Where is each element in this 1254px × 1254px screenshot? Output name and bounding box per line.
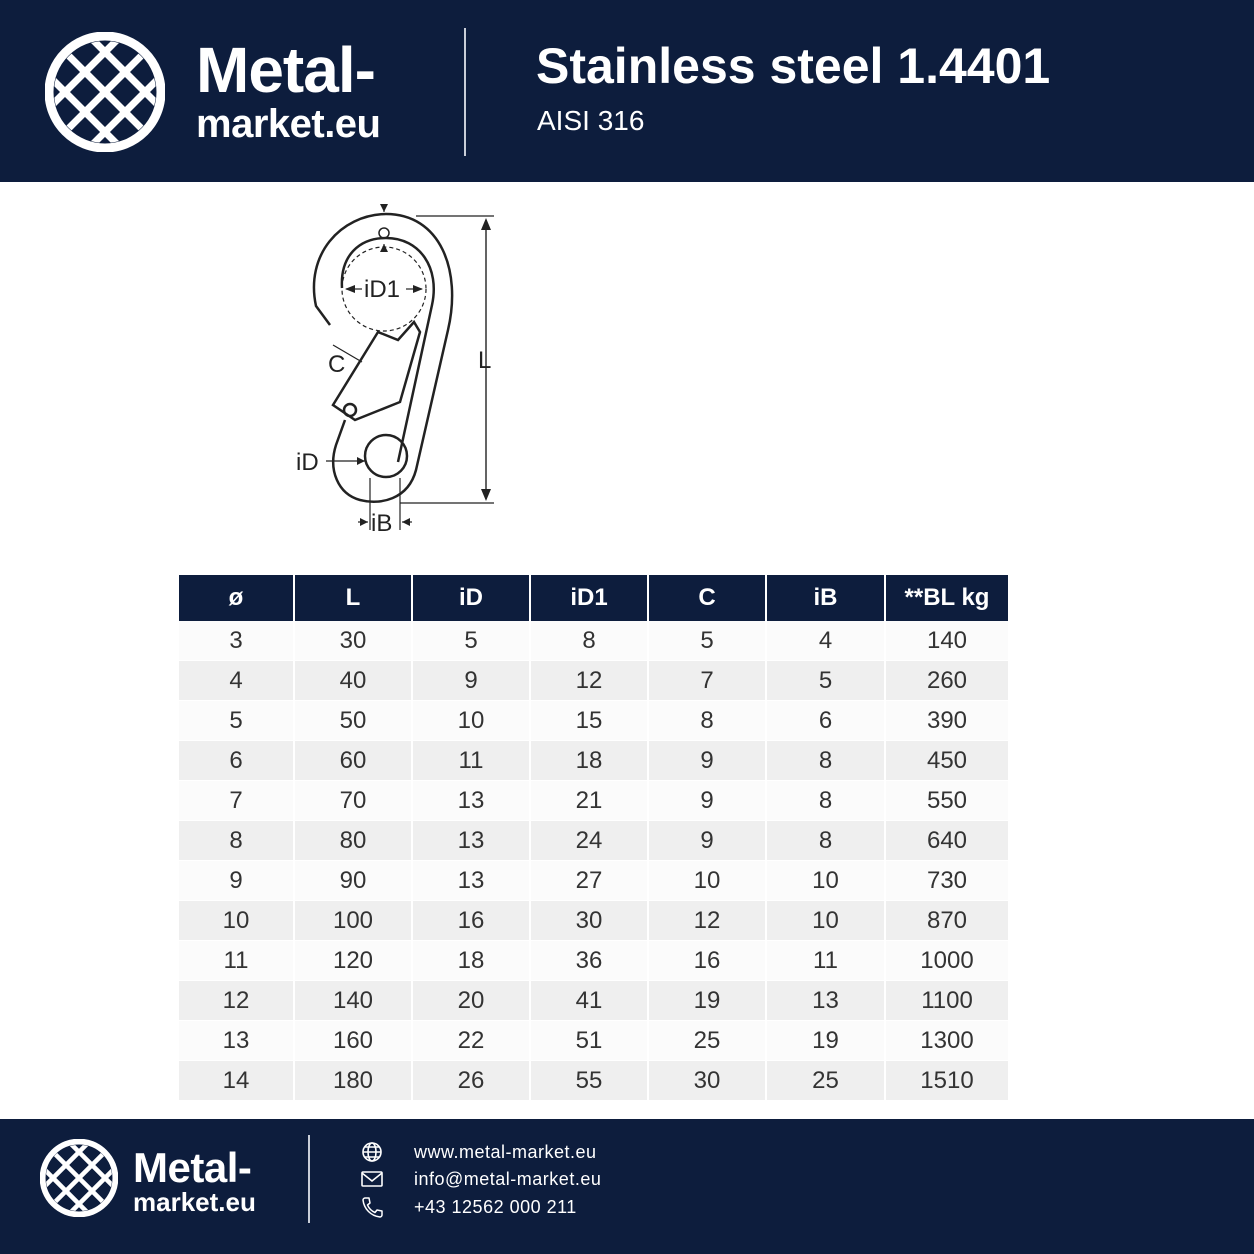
hook-inner-contour bbox=[342, 238, 434, 462]
cell-bl-kg: 260 bbox=[885, 661, 1008, 701]
cell-bl-kg: 1300 bbox=[885, 1021, 1008, 1061]
cell-l: 70 bbox=[294, 781, 412, 821]
cell-l: 120 bbox=[294, 941, 412, 981]
email-link[interactable]: info@metal-market.eu bbox=[414, 1169, 602, 1189]
cell-c: 10 bbox=[648, 861, 766, 901]
cell-bl-kg: 640 bbox=[885, 821, 1008, 861]
footer-brand-line-2: market.eu bbox=[133, 1187, 256, 1217]
cell-diameter: 13 bbox=[179, 1021, 294, 1061]
col-header-id1: iD1 bbox=[530, 575, 648, 621]
cell-ib: 8 bbox=[766, 741, 885, 781]
cell-ib: 11 bbox=[766, 941, 885, 981]
cell-c: 9 bbox=[648, 781, 766, 821]
cell-c: 5 bbox=[648, 621, 766, 661]
cell-c: 9 bbox=[648, 741, 766, 781]
cell-bl-kg: 1510 bbox=[885, 1061, 1008, 1101]
footer-brand-text bbox=[133, 1144, 256, 1217]
cell-bl-kg: 730 bbox=[885, 861, 1008, 901]
cell-id: 20 bbox=[412, 981, 530, 1021]
table-row bbox=[179, 821, 1008, 861]
logo-lattice-icon bbox=[45, 32, 165, 152]
cell-l: 180 bbox=[294, 1061, 412, 1101]
cell-id: 18 bbox=[412, 941, 530, 981]
header-bar bbox=[0, 0, 1254, 182]
cell-id1: 12 bbox=[530, 661, 648, 701]
page-subtitle: AISI 316 bbox=[537, 105, 645, 136]
table-row bbox=[179, 781, 1008, 821]
cell-l: 80 bbox=[294, 821, 412, 861]
table-row bbox=[179, 1061, 1008, 1101]
table-row bbox=[179, 901, 1008, 941]
col-header-c: C bbox=[648, 575, 766, 621]
cell-diameter: 9 bbox=[179, 861, 294, 901]
cell-c: 25 bbox=[648, 1021, 766, 1061]
footer-bar bbox=[0, 1119, 1254, 1254]
brand-line-1: Metal- bbox=[196, 34, 375, 106]
cell-ib: 13 bbox=[766, 981, 885, 1021]
label-l: L bbox=[478, 347, 492, 374]
col-header-id: iD bbox=[412, 575, 530, 621]
contact-website[interactable] bbox=[360, 1141, 597, 1163]
cell-l: 30 bbox=[294, 621, 412, 661]
cell-id: 9 bbox=[412, 661, 530, 701]
cell-bl-kg: 870 bbox=[885, 901, 1008, 941]
cell-c: 9 bbox=[648, 821, 766, 861]
col-header-bl-kg: **BL kg bbox=[885, 575, 1008, 621]
cell-ib: 19 bbox=[766, 1021, 885, 1061]
cell-diameter: 14 bbox=[179, 1061, 294, 1101]
table-row bbox=[179, 981, 1008, 1021]
gate-pin bbox=[344, 404, 356, 416]
footer-brand-line-1: Metal- bbox=[133, 1144, 252, 1191]
cell-diameter: 7 bbox=[179, 781, 294, 821]
globe-icon bbox=[360, 1141, 384, 1163]
label-c: C bbox=[328, 351, 346, 378]
cell-id1: 55 bbox=[530, 1061, 648, 1101]
envelope-icon bbox=[360, 1168, 384, 1190]
cell-c: 30 bbox=[648, 1061, 766, 1101]
cell-diameter: 6 bbox=[179, 741, 294, 781]
snap-hook-drawing bbox=[290, 200, 510, 540]
specification-table bbox=[179, 575, 1008, 1101]
cell-diameter: 10 bbox=[179, 901, 294, 941]
cell-ib: 10 bbox=[766, 901, 885, 941]
cell-diameter: 4 bbox=[179, 661, 294, 701]
table-row bbox=[179, 941, 1008, 981]
cell-bl-kg: 550 bbox=[885, 781, 1008, 821]
cell-id1: 51 bbox=[530, 1021, 648, 1061]
cell-l: 140 bbox=[294, 981, 412, 1021]
page-title: Stainless steel 1.4401 bbox=[536, 38, 1051, 94]
cell-id1: 24 bbox=[530, 821, 648, 861]
table-row bbox=[179, 741, 1008, 781]
eye-hole bbox=[365, 435, 407, 477]
cell-id1: 27 bbox=[530, 861, 648, 901]
header-divider bbox=[464, 28, 466, 156]
brand-logo-text bbox=[196, 34, 381, 146]
cell-id1: 8 bbox=[530, 621, 648, 661]
phone-icon bbox=[360, 1196, 384, 1218]
cell-ib: 6 bbox=[766, 701, 885, 741]
cell-id: 13 bbox=[412, 821, 530, 861]
table-row bbox=[179, 661, 1008, 701]
cell-l: 100 bbox=[294, 901, 412, 941]
cell-id1: 41 bbox=[530, 981, 648, 1021]
cell-ib: 10 bbox=[766, 861, 885, 901]
cell-bl-kg: 1000 bbox=[885, 941, 1008, 981]
col-header-diameter: ø bbox=[179, 575, 294, 621]
cell-id1: 18 bbox=[530, 741, 648, 781]
table-row bbox=[179, 701, 1008, 741]
table-row bbox=[179, 621, 1008, 661]
label-id1: iD1 bbox=[364, 276, 401, 303]
cell-id: 13 bbox=[412, 781, 530, 821]
cell-c: 7 bbox=[648, 661, 766, 701]
cell-ib: 8 bbox=[766, 821, 885, 861]
cell-ib: 5 bbox=[766, 661, 885, 701]
table-body bbox=[179, 621, 1008, 1101]
cell-ib: 25 bbox=[766, 1061, 885, 1101]
cell-id1: 36 bbox=[530, 941, 648, 981]
table-header-row bbox=[179, 575, 1008, 621]
cell-bl-kg: 390 bbox=[885, 701, 1008, 741]
cell-id: 22 bbox=[412, 1021, 530, 1061]
cell-id1: 15 bbox=[530, 701, 648, 741]
cell-id: 5 bbox=[412, 621, 530, 661]
label-id: iD bbox=[296, 449, 319, 476]
label-ib: iB bbox=[371, 510, 393, 537]
cell-diameter: 11 bbox=[179, 941, 294, 981]
cell-l: 50 bbox=[294, 701, 412, 741]
cell-id1: 30 bbox=[530, 901, 648, 941]
table-row bbox=[179, 861, 1008, 901]
cell-l: 40 bbox=[294, 661, 412, 701]
cell-id: 16 bbox=[412, 901, 530, 941]
contact-email[interactable] bbox=[360, 1168, 601, 1190]
footer-divider bbox=[308, 1135, 310, 1223]
cell-l: 160 bbox=[294, 1021, 412, 1061]
cell-id: 26 bbox=[412, 1061, 530, 1101]
cell-bl-kg: 450 bbox=[885, 741, 1008, 781]
contact-phone[interactable] bbox=[360, 1196, 577, 1218]
cell-id: 10 bbox=[412, 701, 530, 741]
cell-id: 13 bbox=[412, 861, 530, 901]
website-link[interactable]: www.metal-market.eu bbox=[414, 1142, 597, 1162]
cell-l: 60 bbox=[294, 741, 412, 781]
cell-diameter: 8 bbox=[179, 821, 294, 861]
col-header-l: L bbox=[294, 575, 412, 621]
table-row bbox=[179, 1021, 1008, 1061]
brand-line-2: market.eu bbox=[196, 102, 381, 146]
footer-logo-lattice-icon bbox=[40, 1139, 118, 1217]
cell-diameter: 3 bbox=[179, 621, 294, 661]
phone-number[interactable]: +43 12562 000 211 bbox=[414, 1197, 577, 1217]
cell-ib: 4 bbox=[766, 621, 885, 661]
cell-c: 12 bbox=[648, 901, 766, 941]
cell-c: 8 bbox=[648, 701, 766, 741]
cell-id1: 21 bbox=[530, 781, 648, 821]
cell-id: 11 bbox=[412, 741, 530, 781]
col-header-ib: iB bbox=[766, 575, 885, 621]
cell-c: 19 bbox=[648, 981, 766, 1021]
cell-l: 90 bbox=[294, 861, 412, 901]
cell-c: 16 bbox=[648, 941, 766, 981]
cell-diameter: 5 bbox=[179, 701, 294, 741]
cell-bl-kg: 140 bbox=[885, 621, 1008, 661]
cell-ib: 8 bbox=[766, 781, 885, 821]
cell-diameter: 12 bbox=[179, 981, 294, 1021]
cell-bl-kg: 1100 bbox=[885, 981, 1008, 1021]
